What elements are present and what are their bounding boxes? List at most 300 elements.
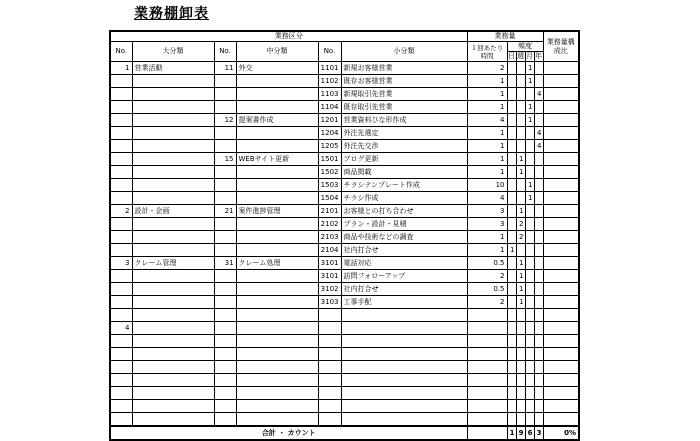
year-cell xyxy=(534,244,543,257)
major-cell xyxy=(132,400,214,413)
no1-cell xyxy=(110,166,132,179)
day-cell xyxy=(507,335,516,348)
year-cell xyxy=(534,322,543,335)
per-time-header: １回あたり時間 xyxy=(467,42,507,62)
table-row xyxy=(110,192,579,205)
ratio-cell xyxy=(543,62,579,75)
no2-cell xyxy=(214,335,236,348)
no2-cell xyxy=(214,283,236,296)
week-cell xyxy=(516,114,525,127)
ratio-cell xyxy=(543,400,579,413)
no2-cell xyxy=(214,322,236,335)
ratio-cell xyxy=(543,218,579,231)
time-cell xyxy=(467,322,507,335)
table-row xyxy=(110,387,579,400)
major-cell xyxy=(132,309,214,322)
ratio-cell xyxy=(543,179,579,192)
month-cell xyxy=(525,387,534,400)
time-cell: 1 xyxy=(467,244,507,257)
no2-cell xyxy=(214,387,236,400)
day-cell xyxy=(507,192,516,205)
mid-cell xyxy=(236,244,318,257)
time-cell: 1 xyxy=(467,140,507,153)
month-cell xyxy=(525,270,534,283)
day-cell xyxy=(507,127,516,140)
year-cell: 4 xyxy=(534,88,543,101)
minor-cell: 商品掲載 xyxy=(341,166,467,179)
day-cell xyxy=(507,75,516,88)
major-cell xyxy=(132,374,214,387)
day-cell xyxy=(507,413,516,427)
week-cell: 1 xyxy=(516,166,525,179)
no1-cell xyxy=(110,374,132,387)
table-row xyxy=(110,361,579,374)
no1-cell xyxy=(110,309,132,322)
ratio-cell xyxy=(543,348,579,361)
week-cell xyxy=(516,140,525,153)
no3-cell xyxy=(318,374,341,387)
major-cell xyxy=(132,127,214,140)
day-cell xyxy=(507,283,516,296)
ratio-cell xyxy=(543,387,579,400)
ratio-cell xyxy=(543,335,579,348)
year-cell xyxy=(534,231,543,244)
ratio-cell xyxy=(543,296,579,309)
ratio-cell xyxy=(543,322,579,335)
table-row xyxy=(110,413,579,427)
table-row xyxy=(110,179,579,192)
no1-cell xyxy=(110,283,132,296)
time-cell: 2 xyxy=(467,270,507,283)
month-cell: 1 xyxy=(525,179,534,192)
minor-cell: 商品や技術などの調査 xyxy=(341,231,467,244)
month-cell xyxy=(525,335,534,348)
major-cell xyxy=(132,179,214,192)
mid-cell xyxy=(236,75,318,88)
major-cell xyxy=(132,348,214,361)
week-cell xyxy=(516,127,525,140)
minor-cell xyxy=(341,335,467,348)
no2-cell xyxy=(214,309,236,322)
year-cell xyxy=(534,166,543,179)
minor-cell: 工事手配 xyxy=(341,296,467,309)
ratio-cell xyxy=(543,166,579,179)
year-cell xyxy=(534,62,543,75)
table-row xyxy=(110,322,579,335)
time-cell: 1 xyxy=(467,75,507,88)
no1-cell xyxy=(110,127,132,140)
major-cell xyxy=(132,283,214,296)
minor-cell: チラシ作成 xyxy=(341,192,467,205)
day-cell xyxy=(507,88,516,101)
mid-cell xyxy=(236,270,318,283)
mid-cell xyxy=(236,387,318,400)
month-cell xyxy=(525,166,534,179)
table-row xyxy=(110,75,579,88)
no3-cell: 1503 xyxy=(318,179,341,192)
table-row xyxy=(110,127,579,140)
no1-cell xyxy=(110,88,132,101)
table-row xyxy=(110,348,579,361)
no3-cell xyxy=(318,387,341,400)
day-cell xyxy=(507,322,516,335)
time-cell xyxy=(467,400,507,413)
table-row xyxy=(110,296,579,309)
no3-cell: 1103 xyxy=(318,88,341,101)
day-cell xyxy=(507,62,516,75)
no1-cell xyxy=(110,361,132,374)
day-cell xyxy=(507,153,516,166)
week-cell xyxy=(516,413,525,427)
no3-cell: 1102 xyxy=(318,75,341,88)
month-cell: 1 xyxy=(525,192,534,205)
table-row xyxy=(110,283,579,296)
mid-cell xyxy=(236,101,318,114)
mid-cell xyxy=(236,322,318,335)
no1-cell xyxy=(110,75,132,88)
month-cell xyxy=(525,153,534,166)
minor-cell xyxy=(341,361,467,374)
mid-cell xyxy=(236,374,318,387)
ratio-cell xyxy=(543,153,579,166)
week-cell xyxy=(516,244,525,257)
no1-cell xyxy=(110,348,132,361)
no1-cell xyxy=(110,335,132,348)
mid-cell xyxy=(236,218,318,231)
week-cell xyxy=(516,179,525,192)
no3-cell: 2103 xyxy=(318,231,341,244)
table-row xyxy=(110,257,579,270)
no2-header: No. xyxy=(214,42,236,62)
no3-cell: 1101 xyxy=(318,62,341,75)
time-cell: 3 xyxy=(467,218,507,231)
time-cell: 2 xyxy=(467,296,507,309)
year-cell xyxy=(534,192,543,205)
no2-cell xyxy=(214,179,236,192)
total-year: 3 xyxy=(534,426,543,440)
major-cell xyxy=(132,153,214,166)
minor-cell: 訪問フォローアップ xyxy=(341,270,467,283)
no1-cell xyxy=(110,244,132,257)
table-row xyxy=(110,374,579,387)
no3-cell: 1201 xyxy=(318,114,341,127)
time-cell: 0.5 xyxy=(467,257,507,270)
mid-cell xyxy=(236,192,318,205)
no1-cell xyxy=(110,413,132,427)
no1-cell xyxy=(110,218,132,231)
major-cell xyxy=(132,218,214,231)
no2-cell: 15 xyxy=(214,153,236,166)
day-cell xyxy=(507,140,516,153)
time-cell xyxy=(467,387,507,400)
month-cell xyxy=(525,322,534,335)
table-row xyxy=(110,153,579,166)
mid-cell xyxy=(236,231,318,244)
year-cell xyxy=(534,335,543,348)
table-row xyxy=(110,231,579,244)
day-cell xyxy=(507,270,516,283)
major-cell xyxy=(132,88,214,101)
no2-cell xyxy=(214,231,236,244)
time-cell: 1 xyxy=(467,153,507,166)
day-header: 日 xyxy=(508,52,515,60)
no2-cell xyxy=(214,101,236,114)
table-row xyxy=(110,62,579,75)
major-cell xyxy=(132,335,214,348)
major-cell: 営業活動 xyxy=(132,62,214,75)
ratio-cell xyxy=(543,127,579,140)
month-cell xyxy=(525,283,534,296)
no2-cell xyxy=(214,296,236,309)
mid-cell xyxy=(236,166,318,179)
table-row xyxy=(110,335,579,348)
time-cell xyxy=(467,361,507,374)
time-cell: 10 xyxy=(467,179,507,192)
no3-cell: 3101 xyxy=(318,257,341,270)
month-cell xyxy=(525,231,534,244)
no2-cell: 11 xyxy=(214,62,236,75)
no1-cell: 2 xyxy=(110,205,132,218)
year-cell xyxy=(534,218,543,231)
minor-header: 小分類 xyxy=(341,42,467,62)
major-cell xyxy=(132,244,214,257)
no1-cell xyxy=(110,192,132,205)
major-cell: クレーム管理 xyxy=(132,257,214,270)
no3-cell: 1204 xyxy=(318,127,341,140)
mid-cell: クレーム処理 xyxy=(236,257,318,270)
year-cell xyxy=(534,361,543,374)
no1-header: No. xyxy=(110,42,132,62)
week-cell xyxy=(516,400,525,413)
no1-cell: 1 xyxy=(110,62,132,75)
time-cell xyxy=(467,348,507,361)
no2-cell xyxy=(214,348,236,361)
week-cell: 1 xyxy=(516,257,525,270)
mid-cell xyxy=(236,296,318,309)
time-cell: 1 xyxy=(467,88,507,101)
table-row xyxy=(110,88,579,101)
time-cell: 4 xyxy=(467,192,507,205)
ratio-cell xyxy=(543,75,579,88)
time-cell xyxy=(467,309,507,322)
week-cell xyxy=(516,387,525,400)
no1-cell xyxy=(110,153,132,166)
minor-cell: 外注先選定 xyxy=(341,127,467,140)
no3-cell: 3102 xyxy=(318,283,341,296)
no3-cell xyxy=(318,361,341,374)
day-cell: 1 xyxy=(507,244,516,257)
no2-cell xyxy=(214,88,236,101)
table-row xyxy=(110,244,579,257)
no2-cell xyxy=(214,374,236,387)
table-row xyxy=(110,218,579,231)
year-cell xyxy=(534,153,543,166)
year-cell xyxy=(534,114,543,127)
mid-cell xyxy=(236,413,318,427)
time-cell xyxy=(467,413,507,427)
no1-cell xyxy=(110,101,132,114)
day-cell xyxy=(507,166,516,179)
total-month: 6 xyxy=(525,426,534,440)
no2-cell xyxy=(214,270,236,283)
mid-cell xyxy=(236,88,318,101)
no1-cell xyxy=(110,231,132,244)
total-week: 9 xyxy=(516,426,525,440)
month-cell: 1 xyxy=(525,114,534,127)
mid-cell xyxy=(236,361,318,374)
major-cell xyxy=(132,192,214,205)
no2-cell: 31 xyxy=(214,257,236,270)
ratio-cell xyxy=(543,257,579,270)
no1-cell xyxy=(110,140,132,153)
day-cell xyxy=(507,361,516,374)
mid-cell xyxy=(236,127,318,140)
minor-cell: 社内打合せ xyxy=(341,283,467,296)
major-cell xyxy=(132,322,214,335)
volume-header: 業務量 xyxy=(467,31,543,42)
day-cell xyxy=(507,179,516,192)
time-cell: 1 xyxy=(467,166,507,179)
no2-cell xyxy=(214,400,236,413)
week-cell xyxy=(516,62,525,75)
week-cell xyxy=(516,322,525,335)
major-cell xyxy=(132,361,214,374)
minor-cell: ブログ更新 xyxy=(341,153,467,166)
week-cell: 1 xyxy=(516,296,525,309)
month-cell xyxy=(525,296,534,309)
month-cell: 1 xyxy=(525,101,534,114)
year-cell xyxy=(534,374,543,387)
day-cell xyxy=(507,296,516,309)
month-cell xyxy=(525,205,534,218)
month-cell: 1 xyxy=(525,62,534,75)
mid-cell xyxy=(236,283,318,296)
no3-cell: 2104 xyxy=(318,244,341,257)
ratio-cell xyxy=(543,244,579,257)
no3-cell xyxy=(318,322,341,335)
year-header: 年 xyxy=(535,52,542,60)
week-cell xyxy=(516,348,525,361)
mid-header: 中分類 xyxy=(236,42,318,62)
time-cell: 2 xyxy=(467,62,507,75)
no3-cell xyxy=(318,309,341,322)
minor-cell: プラン・設計・見積 xyxy=(341,218,467,231)
minor-cell: 営業資料ひな形作成 xyxy=(341,114,467,127)
time-cell: 0.5 xyxy=(467,283,507,296)
major-cell xyxy=(132,387,214,400)
minor-cell xyxy=(341,400,467,413)
day-cell xyxy=(507,205,516,218)
no3-cell xyxy=(318,348,341,361)
ratio-cell xyxy=(543,205,579,218)
no1-cell xyxy=(110,179,132,192)
minor-cell xyxy=(341,413,467,427)
minor-cell: お客様との打ち合わせ xyxy=(341,205,467,218)
month-cell xyxy=(525,244,534,257)
year-cell xyxy=(534,348,543,361)
major-cell xyxy=(132,75,214,88)
month-cell xyxy=(525,348,534,361)
major-cell xyxy=(132,413,214,427)
mid-cell xyxy=(236,335,318,348)
no3-cell: 2102 xyxy=(318,218,341,231)
week-cell xyxy=(516,309,525,322)
mid-cell xyxy=(236,179,318,192)
mid-cell xyxy=(236,140,318,153)
year-cell xyxy=(534,400,543,413)
ratio-cell xyxy=(543,114,579,127)
day-cell xyxy=(507,257,516,270)
year-cell xyxy=(534,179,543,192)
day-cell xyxy=(507,374,516,387)
week-cell xyxy=(516,361,525,374)
no3-cell: 1504 xyxy=(318,192,341,205)
no3-cell: 3103 xyxy=(318,296,341,309)
week-cell xyxy=(516,101,525,114)
ratio-cell xyxy=(543,309,579,322)
total-day: 1 xyxy=(507,426,516,440)
no3-cell xyxy=(318,400,341,413)
year-cell xyxy=(534,387,543,400)
ratio-cell xyxy=(543,413,579,427)
year-cell xyxy=(534,75,543,88)
month-header: 月 xyxy=(526,52,533,60)
month-cell xyxy=(525,374,534,387)
time-cell: 3 xyxy=(467,205,507,218)
month-cell xyxy=(525,361,534,374)
week-cell: 2 xyxy=(516,231,525,244)
no1-cell xyxy=(110,270,132,283)
year-cell xyxy=(534,283,543,296)
ratio-cell xyxy=(543,361,579,374)
week-cell xyxy=(516,374,525,387)
week-cell: 1 xyxy=(516,153,525,166)
no3-cell: 1502 xyxy=(318,166,341,179)
no3-cell xyxy=(318,413,341,427)
table-row xyxy=(110,101,579,114)
major-cell xyxy=(132,101,214,114)
frequency-header: 頻度 xyxy=(507,42,543,52)
ratio-cell xyxy=(543,270,579,283)
table-row xyxy=(110,400,579,413)
ratio-header: 業務量構成比 xyxy=(543,31,579,62)
no2-cell xyxy=(214,244,236,257)
no3-cell: 1501 xyxy=(318,153,341,166)
day-cell xyxy=(507,231,516,244)
no2-cell xyxy=(214,75,236,88)
minor-cell: チラシテンプレート作成 xyxy=(341,179,467,192)
no3-cell: 1205 xyxy=(318,140,341,153)
time-cell xyxy=(467,335,507,348)
ratio-cell xyxy=(543,374,579,387)
mid-cell: WEBサイト更新 xyxy=(236,153,318,166)
table-row xyxy=(110,166,579,179)
week-cell: 1 xyxy=(516,205,525,218)
day-cell xyxy=(507,114,516,127)
week-cell xyxy=(516,88,525,101)
minor-cell xyxy=(341,374,467,387)
minor-cell: 社内打合せ xyxy=(341,244,467,257)
month-cell xyxy=(525,218,534,231)
group-header: 業務区分 xyxy=(110,31,467,42)
ratio-cell xyxy=(543,192,579,205)
day-cell xyxy=(507,309,516,322)
inventory-table xyxy=(109,30,580,441)
time-cell: 4 xyxy=(467,114,507,127)
no2-cell: 21 xyxy=(214,205,236,218)
ratio-cell xyxy=(543,231,579,244)
no2-cell xyxy=(214,140,236,153)
